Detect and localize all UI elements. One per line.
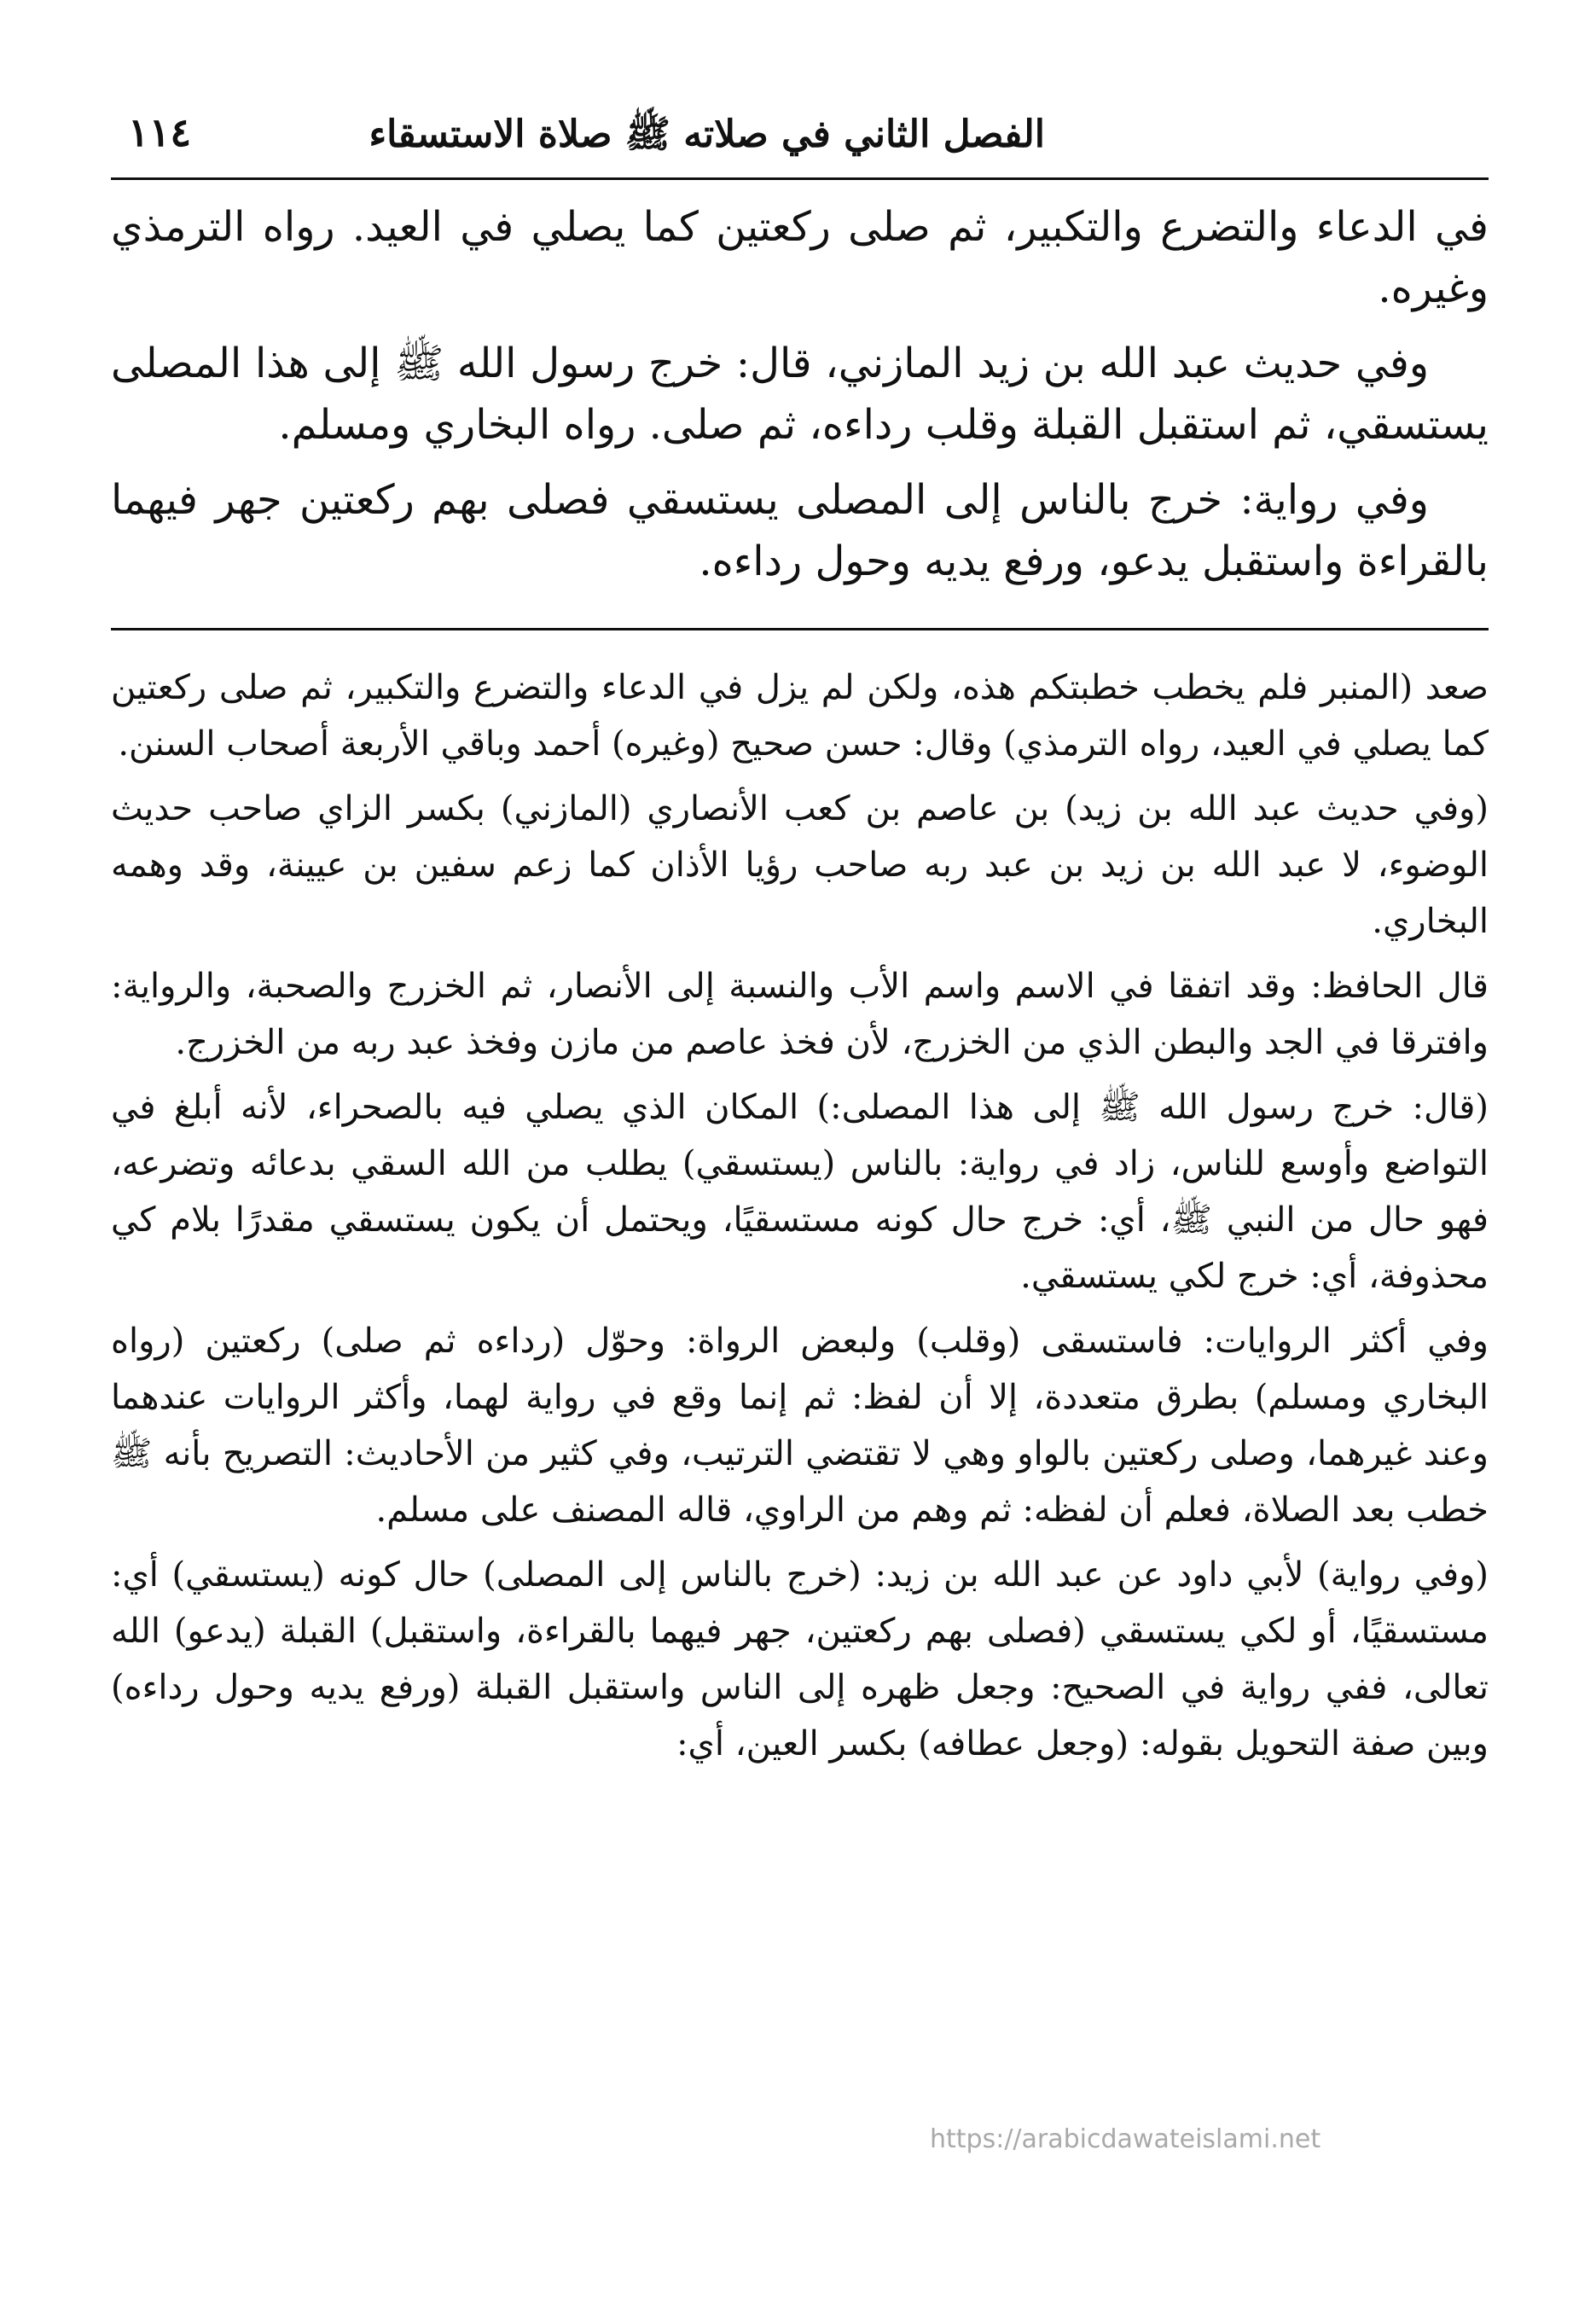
main-paragraph-3: وفي رواية: خرج بالناس إلى المصلى يستسقي فصلى بهم ركعتين جهر فيهما بالقراءة واستقبل يدعو، ورفع يديه وحول رداءه.: [111, 476, 1489, 585]
commentary-paragraph-5: وفي أكثر الروايات: فاستسقى (وقلب) ولبعض الرواة: وحوّل (رداءه ثم صلى) ركعتين (رواه البخاري ومسلم) بطرق متعددة، إلا أن لفظ: ثم إنما وقع في رواية لهما، وأكثر الروايات عندهما وعند غيرهما، وصلى ركعتين بالواو وهي لا تقتضي الترتيب، وفي كثير من الأحاديث: التصريح بأنه ﷺ خطب بعد الصلاة، فعلم أن لفظه: ثم وهم من الراوي، قاله المصنف على مسلم.: [111, 1322, 1489, 1530]
commentary-paragraph-2: (وفي حديث عبد الله بن زيد) بن عاصم بن كعب الأنصاري (المازني) بكسر الزاي صاحب حديث الوضوء، لا عبد الله بن زيد بن عبد ربه صاحب رؤيا الأذان كما زعم سفين بن عيينة، وقد وهمه البخاري.: [111, 789, 1489, 941]
book-page: [111, 85, 1489, 1781]
main-hadith-text: [111, 196, 1489, 592]
chapter-title: الفصل الثاني في صلاته ﷺ صلاة الاستسقاء: [369, 113, 1045, 156]
main-paragraph-1: في الدعاء والتضرع والتكبير، ثم صلى ركعتين كما يصلي في العيد. رواه الترمذي وغيره.: [111, 203, 1489, 312]
watermark-url: https://arabicdawateislami.net: [930, 2124, 1321, 2154]
section-separator: [111, 628, 1489, 630]
commentary-paragraph-6: (وفي رواية) لأبي داود عن عبد الله بن زيد: (خرج بالناس إلى المصلى) حال كونه (يستسقي) أي: مستسقيًا، أو لكي يستسقي (فصلى بهم ركعتين، جهر فيهما بالقراءة، واستقبل) القبلة (يدعو) الله تعالى، ففي رواية في الصحيح: وجعل ظهره إلى الناس واستقبل القبلة (ورفع يديه وحول رداءه) وبين صفة التحويل بقوله: (وجعل عطافه) بكسر العين، أي:: [111, 1555, 1489, 1763]
commentary-text: [111, 659, 1489, 1772]
header-rule: [111, 177, 1489, 180]
commentary-paragraph-3: قال الحافظ: وقد اتفقا في الاسم واسم الأب والنسبة إلى الأنصار، ثم الخزرج والصحبة، والرواية: وافترقا في الجد والبطن الذي من الخزرج، لأن فخذ عاصم من مازن وفخذ عبد ربه من الخزرج.: [111, 967, 1489, 1062]
main-paragraph-2: وفي حديث عبد الله بن زيد المازني، قال: خرج رسول الله ﷺ إلى هذا المصلى يستسقي، ثم استقبل القبلة وقلب رداءه، ثم صلى. رواه البخاري ومسلم.: [111, 340, 1489, 449]
page-number: ١١٤: [128, 109, 192, 155]
commentary-paragraph-1: صعد (المنبر فلم يخطب خطبتكم هذه، ولكن لم يزل في الدعاء والتضرع والتكبير، ثم صلى ركعتين كما يصلي في العيد، رواه الترمذي) وقال: حسن صحيح (وغيره) أحمد وباقي الأربعة أصحاب السنن.: [111, 668, 1489, 764]
commentary-paragraph-4: (قال: خرج رسول الله ﷺ إلى هذا المصلى:) المكان الذي يصلي فيه بالصحراء، لأنه أبلغ في التواضع وأوسع للناس، زاد في رواية: بالناس (يستسقي) يطلب من الله السقي بدعائه وتضرعه، فهو حال من النبي ﷺ، أي: خرج حال كونه مستسقيًا، ويحتمل أن يكون يستسقي مقدرًا بلام كي محذوفة، أي: خرج لكي يستسقي.: [111, 1088, 1489, 1296]
running-header: [111, 85, 1489, 179]
